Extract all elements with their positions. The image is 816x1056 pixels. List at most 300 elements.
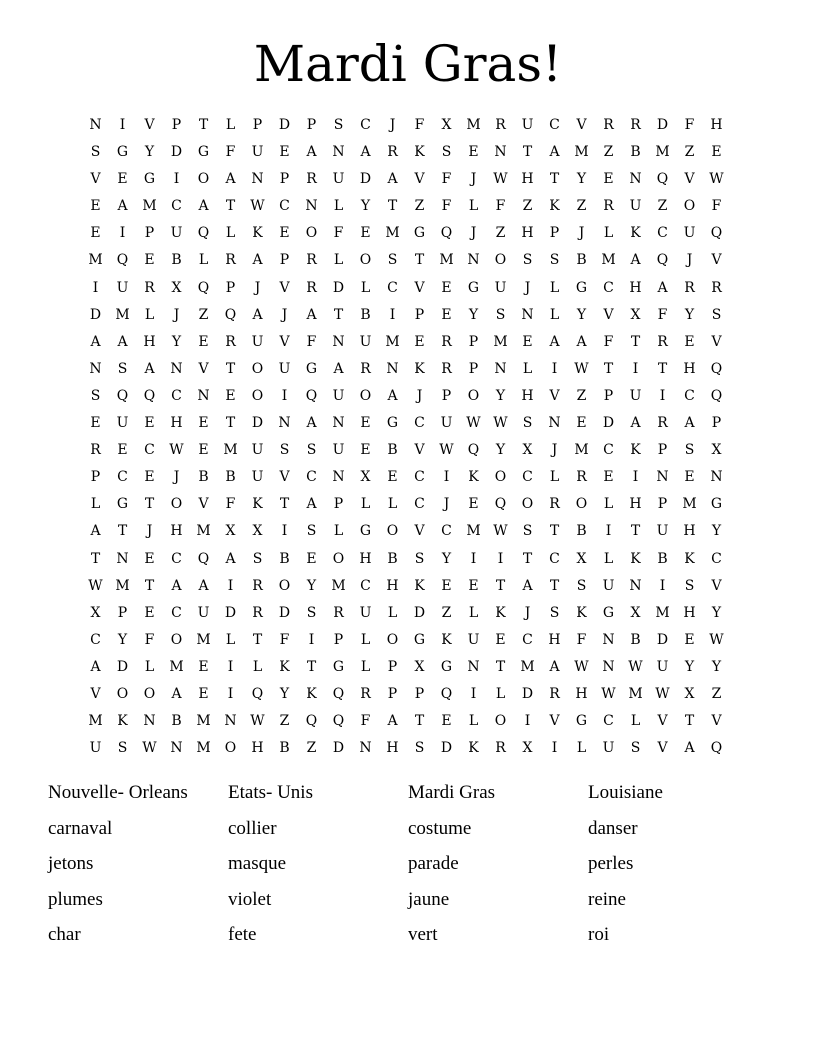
grid-letter: H [683, 523, 696, 540]
grid-letter: W [250, 713, 265, 730]
grid-letter: L [144, 306, 155, 323]
grid-letter: S [684, 442, 695, 459]
grid-letter: V [90, 685, 101, 702]
grid-letter: U [332, 171, 345, 188]
grid-letter: A [549, 333, 560, 350]
grid-letter: R [684, 279, 695, 296]
grid-letter: D [170, 144, 183, 161]
grid-letter: I [92, 279, 99, 296]
grid-letter: Q [197, 550, 210, 567]
grid-letter: W [88, 577, 103, 594]
grid-letter: O [197, 171, 210, 188]
grid-letter: W [142, 740, 157, 757]
grid-letter: D [656, 631, 669, 648]
grid-letter: L [360, 631, 371, 648]
grid-letter: B [171, 252, 182, 269]
grid-letter: R [306, 279, 317, 296]
grid-letter: P [387, 685, 398, 702]
grid-letter: D [359, 171, 372, 188]
grid-letter: T [657, 360, 668, 377]
grid-letter: S [279, 442, 290, 459]
grid-letter: J [281, 306, 288, 323]
grid-letter: M [574, 442, 589, 459]
grid-letter: F [441, 171, 452, 188]
word-list-item: parade [408, 853, 459, 874]
grid-letter: G [440, 658, 453, 675]
grid-letter: D [224, 604, 237, 621]
grid-letter: V [576, 117, 587, 133]
grid-letter: C [144, 442, 155, 459]
grid-letter: L [603, 550, 614, 567]
word-list-item: vert [408, 924, 438, 945]
grid-letter: H [710, 117, 723, 133]
grid-letter: R [711, 279, 722, 296]
grid-letter: D [656, 117, 669, 133]
grid-letter: N [602, 631, 615, 648]
grid-letter: K [117, 713, 128, 730]
grid-letter: P [306, 117, 317, 133]
word-list-item: Nouvelle- Orleans [48, 782, 188, 803]
grid-letter: O [359, 252, 372, 269]
grid-letter: R [360, 685, 371, 702]
grid-letter: F [684, 117, 695, 133]
grid-letter: A [549, 144, 560, 161]
grid-letter: A [522, 577, 533, 594]
grid-letter: W [493, 523, 508, 540]
grid-letter: W [574, 360, 589, 377]
grid-letter: A [387, 387, 398, 404]
grid-letter: L [387, 604, 398, 621]
grid-letter: P [279, 171, 290, 188]
grid-letter: V [198, 496, 209, 513]
grid-letter: S [441, 144, 452, 161]
grid-letter: F [225, 144, 236, 161]
grid-letter: E [441, 306, 452, 323]
grid-letter: G [332, 658, 345, 675]
grid-letter: V [684, 171, 695, 188]
grid-letter: L [630, 713, 641, 730]
grid-letter: O [170, 631, 183, 648]
grid-letter: R [225, 252, 236, 269]
grid-letter: E [117, 442, 128, 459]
grid-letter: S [90, 387, 101, 404]
grid-letter: T [198, 117, 209, 133]
grid-letter: H [683, 604, 696, 621]
grid-letter: M [682, 496, 697, 513]
grid-letter: F [144, 631, 155, 648]
grid-letter: E [441, 577, 452, 594]
grid-letter: M [196, 713, 211, 730]
grid-letter: R [657, 333, 668, 350]
grid-letter: U [116, 415, 129, 432]
grid-letter: K [495, 604, 506, 621]
grid-letter: I [281, 523, 288, 540]
grid-letter: U [332, 442, 345, 459]
grid-letter: J [686, 252, 693, 269]
word-list-item: costume [408, 817, 472, 839]
grid-letter: N [224, 713, 237, 730]
grid-letter: H [386, 740, 399, 757]
grid-letter: Y [171, 333, 182, 350]
grid-letter: V [711, 577, 722, 594]
grid-letter: C [360, 117, 371, 133]
grid-letter: E [90, 415, 101, 432]
grid-letter: A [333, 360, 344, 377]
grid-letter: K [414, 144, 425, 161]
grid-letter: Q [656, 252, 669, 269]
grid-letter: W [493, 415, 508, 432]
grid-letter: V [711, 713, 722, 730]
grid-letter: N [494, 144, 507, 161]
grid-letter: X [684, 685, 695, 702]
grid-letter: F [711, 198, 722, 215]
word-list-item: danser [588, 817, 638, 839]
grid-letter: Z [306, 740, 317, 757]
grid-letter: T [252, 631, 263, 648]
grid-letter: O [278, 577, 291, 594]
grid-letter: J [146, 523, 153, 540]
grid-letter: Q [305, 713, 318, 730]
grid-letter: A [171, 577, 182, 594]
grid-letter: U [251, 333, 264, 350]
grid-letter: M [331, 577, 346, 594]
grid-letter: L [603, 496, 614, 513]
grid-letter: M [223, 442, 238, 459]
grid-letter: E [90, 198, 101, 215]
grid-letter: A [306, 496, 317, 513]
grid-letter: A [306, 306, 317, 323]
grid-letter: T [549, 523, 560, 540]
word-list-item: perles [588, 853, 634, 874]
grid-letter: V [711, 252, 722, 269]
grid-letter: U [629, 198, 642, 215]
grid-letter: O [683, 198, 696, 215]
grid-letter: C [657, 225, 668, 242]
grid-letter: W [493, 171, 508, 188]
grid-letter: I [389, 306, 396, 323]
grid-letter: I [470, 685, 477, 702]
grid-letter: I [632, 360, 639, 377]
grid-letter: E [414, 333, 425, 350]
grid-letter: O [494, 252, 507, 269]
grid-letter: D [278, 604, 291, 621]
grid-letter: Y [441, 550, 452, 567]
grid-letter: M [142, 198, 157, 215]
grid-letter: K [279, 658, 290, 675]
grid-letter: Z [522, 198, 533, 215]
grid-letter: Z [657, 198, 668, 215]
grid-letter: F [576, 631, 587, 648]
grid-letter: C [522, 469, 533, 486]
grid-letter: N [467, 252, 480, 269]
grid-letter: Q [440, 685, 453, 702]
grid-letter: M [169, 658, 184, 675]
grid-letter: T [225, 198, 236, 215]
grid-letter: S [414, 550, 425, 567]
grid-letter: C [414, 496, 425, 513]
grid-letter: F [603, 333, 614, 350]
grid-letter: C [711, 550, 722, 567]
word-list-item: Mardi Gras [408, 782, 496, 803]
grid-letter: E [198, 415, 209, 432]
grid-letter: W [169, 442, 184, 459]
grid-letter: C [360, 577, 371, 594]
grid-letter: K [468, 740, 479, 757]
grid-letter: M [493, 333, 508, 350]
grid-letter: U [602, 577, 615, 594]
grid-letter: E [387, 469, 398, 486]
grid-letter: S [387, 252, 398, 269]
grid-letter: X [522, 740, 533, 757]
grid-letter: U [656, 658, 669, 675]
grid-letter: L [576, 740, 587, 757]
grid-letter: S [306, 604, 317, 621]
grid-letter: W [628, 658, 643, 675]
grid-letter: Y [306, 577, 317, 594]
grid-letter: A [684, 740, 695, 757]
grid-letter: I [632, 469, 639, 486]
grid-letter: R [333, 604, 344, 621]
grid-letter: R [306, 171, 317, 188]
grid-letter: V [414, 523, 425, 540]
grid-letter: P [225, 279, 236, 296]
grid-letter: N [332, 415, 345, 432]
grid-letter: Z [711, 685, 722, 702]
grid-letter: L [225, 631, 236, 648]
grid-letter: N [710, 469, 723, 486]
grid-letter: S [333, 117, 344, 133]
grid-letter: O [305, 225, 318, 242]
grid-letter: V [279, 279, 290, 296]
grid-letter: R [252, 577, 263, 594]
grid-letter: A [90, 333, 101, 350]
grid-letter: B [171, 713, 182, 730]
grid-letter: U [494, 279, 507, 296]
grid-letter: N [170, 360, 183, 377]
grid-letter: E [495, 631, 506, 648]
grid-letter: V [711, 333, 722, 350]
grid-letter: N [521, 306, 534, 323]
grid-letter: E [279, 225, 290, 242]
grid-letter: A [657, 279, 668, 296]
grid-letter: K [306, 685, 317, 702]
grid-letter: M [601, 252, 616, 269]
grid-letter: M [655, 144, 670, 161]
grid-letter: E [468, 496, 479, 513]
grid-letter: Z [603, 144, 614, 161]
grid-letter: M [115, 577, 130, 594]
grid-letter: C [279, 198, 290, 215]
grid-letter: E [441, 279, 452, 296]
grid-letter: G [575, 279, 588, 296]
grid-letter: Z [495, 225, 506, 242]
grid-letter: K [252, 225, 263, 242]
grid-letter: R [657, 415, 668, 432]
grid-letter: C [171, 198, 182, 215]
grid-letter: U [197, 604, 210, 621]
grid-letter: Q [305, 387, 318, 404]
grid-letter: T [279, 496, 290, 513]
grid-letter: S [495, 306, 506, 323]
grid-letter: T [117, 523, 128, 540]
grid-letter: P [333, 631, 344, 648]
grid-letter: A [387, 171, 398, 188]
grid-letter: Z [684, 144, 695, 161]
grid-letter: T [522, 550, 533, 567]
grid-letter: X [414, 658, 425, 675]
grid-letter: G [413, 631, 426, 648]
grid-letter: A [549, 658, 560, 675]
grid-letter: C [522, 631, 533, 648]
grid-letter: Y [576, 306, 587, 323]
grid-letter: H [251, 740, 264, 757]
grid-letter: I [119, 117, 126, 133]
grid-letter: U [602, 740, 615, 757]
grid-letter: M [115, 306, 130, 323]
grid-letter: Q [494, 496, 507, 513]
grid-letter: V [657, 740, 668, 757]
grid-letter: D [116, 658, 129, 675]
grid-letter: O [386, 523, 399, 540]
grid-letter: E [684, 631, 695, 648]
grid-letter: T [549, 171, 560, 188]
grid-letter: K [414, 360, 425, 377]
grid-letter: P [468, 360, 479, 377]
grid-letter: V [414, 279, 425, 296]
grid-letter: L [360, 658, 371, 675]
word-list-item: Etats- Unis [228, 782, 313, 803]
grid-letter: C [171, 387, 182, 404]
grid-letter: I [281, 387, 288, 404]
grid-letter: C [90, 631, 101, 648]
grid-letter: Y [279, 685, 290, 702]
grid-letter: K [630, 442, 641, 459]
grid-letter: E [306, 550, 317, 567]
grid-letter: H [170, 523, 183, 540]
grid-letter: H [629, 279, 642, 296]
grid-letter: N [116, 550, 129, 567]
grid-letter: B [279, 740, 290, 757]
page-title: Mardi Gras! [253, 35, 563, 93]
grid-letter: X [711, 442, 722, 459]
grid-letter: F [333, 225, 344, 242]
grid-letter: V [144, 117, 155, 133]
grid-letter: W [709, 171, 724, 188]
grid-letter: M [628, 685, 643, 702]
grid-letter: U [170, 225, 183, 242]
grid-letter: T [495, 577, 506, 594]
grid-letter: Q [440, 225, 453, 242]
grid-letter: G [602, 604, 615, 621]
grid-letter: E [468, 577, 479, 594]
grid-letter: P [711, 415, 722, 432]
grid-letter: E [603, 171, 614, 188]
grid-letter: M [520, 658, 535, 675]
grid-letter: R [144, 279, 155, 296]
grid-letter: C [387, 279, 398, 296]
grid-letter: O [386, 631, 399, 648]
grid-letter: L [225, 225, 236, 242]
grid-letter: F [414, 117, 425, 133]
grid-letter: X [630, 604, 641, 621]
grid-letter: N [143, 713, 156, 730]
grid-letter: E [441, 713, 452, 730]
grid-letter: B [576, 523, 587, 540]
grid-letter: Q [197, 225, 210, 242]
grid-letter: O [170, 496, 183, 513]
grid-letter: H [683, 360, 696, 377]
grid-letter: R [387, 144, 398, 161]
word-list-item: carnaval [48, 817, 113, 839]
grid-letter: F [279, 631, 290, 648]
grid-letter: I [470, 550, 477, 567]
grid-letter: K [576, 604, 587, 621]
grid-letter: S [252, 550, 263, 567]
grid-letter: H [575, 685, 588, 702]
grid-letter: T [495, 658, 506, 675]
grid-letter: O [494, 469, 507, 486]
grid-letter: I [173, 171, 180, 188]
grid-letter: F [441, 198, 452, 215]
grid-letter: X [522, 442, 533, 459]
grid-letter: P [414, 685, 425, 702]
word-list-item: plumes [48, 888, 103, 910]
grid-letter: W [709, 631, 724, 648]
grid-letter: V [603, 306, 614, 323]
grid-letter: N [656, 469, 669, 486]
grid-letter: X [171, 279, 182, 296]
grid-letter: A [252, 306, 263, 323]
grid-letter: B [225, 469, 236, 486]
grid-letter: J [173, 306, 180, 323]
grid-letter: D [413, 604, 426, 621]
grid-letter: H [359, 550, 372, 567]
grid-letter: T [225, 415, 236, 432]
grid-letter: A [117, 333, 128, 350]
grid-letter: U [359, 333, 372, 350]
grid-letter: I [227, 685, 234, 702]
grid-letter: I [551, 740, 558, 757]
grid-letter: T [144, 577, 155, 594]
grid-letter: G [359, 523, 372, 540]
grid-letter: X [225, 523, 236, 540]
grid-letter: I [551, 360, 558, 377]
grid-letter: Y [711, 523, 722, 540]
grid-letter: E [117, 171, 128, 188]
grid-letter: S [414, 740, 425, 757]
grid-letter: M [574, 144, 589, 161]
grid-letter: S [522, 415, 533, 432]
grid-letter: T [684, 713, 695, 730]
grid-letter: V [279, 333, 290, 350]
grid-letter: I [659, 577, 666, 594]
grid-letter: U [656, 523, 669, 540]
grid-letter: O [143, 685, 156, 702]
grid-letter: N [89, 360, 102, 377]
grid-letter: Y [468, 306, 479, 323]
grid-letter: L [549, 306, 560, 323]
grid-letter: H [386, 577, 399, 594]
grid-letter: L [225, 117, 236, 133]
grid-letter: T [522, 144, 533, 161]
grid-letter: X [630, 306, 641, 323]
grid-letter: R [306, 252, 317, 269]
grid-letter: I [227, 577, 234, 594]
grid-letter: S [306, 442, 317, 459]
grid-letter: B [198, 469, 209, 486]
grid-letter: N [494, 360, 507, 377]
grid-letter: X [441, 117, 452, 133]
